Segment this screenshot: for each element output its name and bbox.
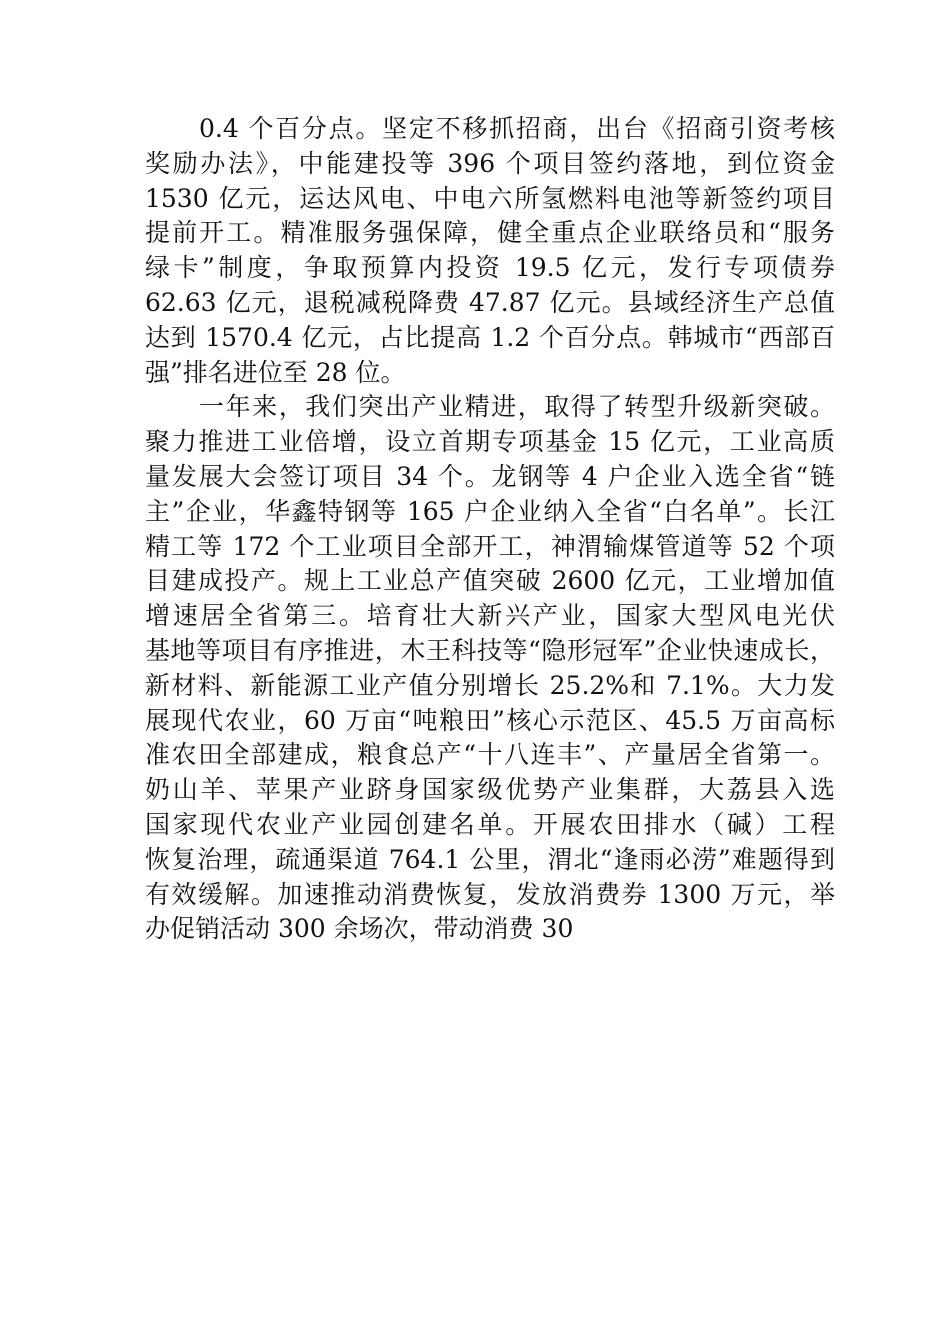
text-line: 准农田全部建成，粮食总产“十八连丰”、产量居全省第一。 [145, 740, 835, 770]
text-line: 国家现代农业产业园创建名单。开展农田排水（碱）工程 [145, 809, 835, 839]
text-line: 62.63 亿元，退税减税降费 47.87 亿元。县域经济生产总值 [145, 287, 835, 317]
text-line: 奖励办法》，中能建投等 396 个项目签约落地，到位资金 [145, 148, 835, 178]
text-line: 达到 1570.4 亿元，占比提高 1.2 个百分点。韩城市“西部百 [145, 322, 835, 352]
text-line: 提前开工。精准服务强保障，健全重点企业联络员和“服务 [145, 218, 835, 248]
text-line: 强”排名进位至 28 位。 [145, 357, 406, 387]
text-line: 奶山羊、苹果产业跻身国家级优势产业集群，大荔县入选 [145, 775, 835, 805]
paragraph-2 [145, 390, 835, 947]
text-line: 0.4 个百分点。坚定不移抓招商，出台《招商引资考核 [199, 114, 835, 143]
text-line: 新材料、新能源工业产值分别增长 25.2%和 7.1%。大力发 [145, 670, 835, 700]
document-body [145, 112, 835, 947]
text-line: 有效缓解。加速推动消费恢复，发放消费券 1300 万元，举 [145, 879, 835, 909]
text-line: 聚力推进工业倍增，设立首期专项基金 15 亿元，工业高质 [145, 427, 835, 457]
text-line: 绿卡”制度，争取预算内投资 19.5 亿元，发行专项债券 [145, 253, 835, 283]
text-line: 一年来，我们突出产业精进，取得了转型升级新突破。 [199, 392, 835, 422]
text-line: 展现代农业，60 万亩“吨粮田”核心示范区、45.5 万亩高标 [145, 705, 835, 735]
text-line: 办促销活动 300 余场次，带动消费 30 [145, 914, 574, 944]
text-line: 增速居全省第三。培育壮大新兴产业，国家大型风电光伏 [145, 601, 835, 631]
paragraph-1 [145, 112, 835, 390]
text-line: 目建成投产。规上工业总产值突破 2600 亿元，工业增加值 [145, 566, 835, 596]
text-line: 主”企业，华鑫特钢等 165 户企业纳入全省“白名单”。长江 [145, 496, 835, 526]
text-line: 量发展大会签订项目 34 个。龙钢等 4 户企业入选全省“链 [145, 461, 835, 491]
text-line: 恢复治理，疏通渠道 764.1 公里，渭北“逢雨必涝”难题得到 [145, 844, 835, 874]
text-line: 基地等项目有序推进，木王科技等“隐形冠军”企业快速成长， [145, 635, 835, 665]
text-line: 1530 亿元，运达风电、中电六所氢燃料电池等新签约项目 [145, 183, 835, 213]
text-line: 精工等 172 个工业项目全部开工，神渭输煤管道等 52 个项 [145, 531, 835, 561]
